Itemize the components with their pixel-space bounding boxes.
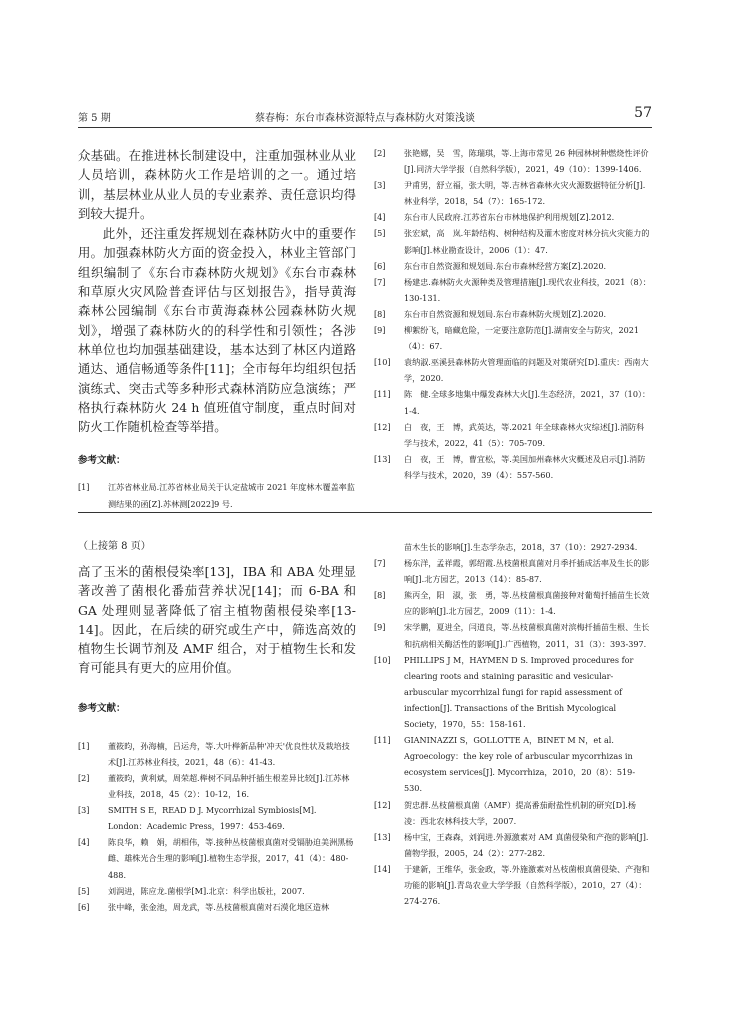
reference-item: [2] 董筱昀，黄利斌，周荣超.榉树不同品种扦插生根差异比较[J].江苏林业科技，2018，45（2）：10-12，16. — [78, 772, 350, 800]
reference-item: [5] 刘润进，陈应龙.菌根学[M].北京：科学出版社，2007. — [78, 885, 305, 896]
reference-list — [78, 738, 356, 915]
reference-item: [4] 东台市人民政府.江苏省东台市林地保护利用规划[Z].2012. — [374, 212, 615, 223]
reference-item: [2] 张艳娜，吴 雪，陈瑞琪，等.上海市常见 26 种园林树种燃烧性评价[J].同济大学学报（自然科学版），2021，49（10）：1399-1406. — [374, 148, 649, 175]
reference-item: [12] 贺忠群.丛枝菌根真菌（AMF）提高番茄耐盐性机制的研究[D].杨凌：西北农林科技大学，2007. — [374, 799, 636, 826]
reference-item: [1] 江苏省林业局.江苏省林业局关于认定盐城市 2021 年度林木覆盖率监测结果的函[Z].苏林测[2022]9 号. — [78, 482, 355, 509]
reference-item: [9] 柳絮纷飞，暗藏危险，一定要注意防范[J].湖南安全与防灾，2021（4）：67. — [374, 325, 640, 352]
reference-item: [6] 东台市自然资源和规划局.东台市森林经营方案[Z].2020. — [374, 260, 607, 271]
reference-item: [11] GIANINAZZI S，GOLLOTTE A，BINET M N，et al. Agroecology：the key role of arbuscular mycorrhizas in ecosystem services[J]. Mycorrhiza，2010，20（8）：519-530. — [374, 735, 636, 794]
reference-item: [11] 陈 健.全球多地集中爆发森林大火[J].生态经济，2021，37（10）：1-4. — [374, 389, 651, 416]
reference-item: [12] 白 夜，王 博，武英达，等.2021 年全球森林火灾综述[J].消防科学与技术，2022，41（5）：705-709. — [374, 421, 645, 448]
reference-item: [8] 熊丙全，阳 淑，张 勇，等.丛枝菌根真菌接种对葡萄扦插苗生长效应的影响[J].北方园艺，2009（11）：1-4. — [374, 590, 650, 617]
bottom-left-column — [78, 540, 356, 915]
references-heading: 参考文献： — [78, 455, 126, 467]
reference-item: [13] 杨中宝，王森森，刘润进.外源激素对 AM 真菌侵染和产孢的影响[J].菌物学报，2005，24（2）：277-282. — [374, 831, 649, 858]
issue-number: 第 5 期 — [78, 113, 111, 124]
bottom-right-references — [374, 539, 652, 909]
reference-item: [4] 陈良华，赖 娟，胡相伟，等.接种丛枝菌根真菌对受镉胁迫美洲黑杨雌、雄株光合生理的影响[J].植物生态学报，2017，41（4）：480-488. — [78, 837, 354, 880]
reference-item: [7] 杨东洋，孟祥霞，郭绍霞.丛枝菌根真菌对月季扦插成活率及生长的影响[J].北方园艺，2013（14）：85-87. — [374, 558, 650, 585]
reference-item: [6] 张中峰，张金池，周龙武，等.丛枝菌根真菌对石漠化地区造林 — [78, 901, 330, 912]
reference-item: [14] 于建新，王维华，张金政，等.外施激素对丛枝菌根真菌侵染、产孢和功能的影响[J].青岛农业大学学报（自然科学版），2010，27（4）：274-276. — [374, 863, 650, 907]
reference-item: [3] SMITH S E，READ D J. Mycorrhizal Symbiosis[M]. London：Academic Press，1997：453-469. — [78, 805, 317, 832]
reference-continuation: 苗木生长的影响[J].生态学杂志，2018，37（10）：2927-2934. — [404, 542, 638, 552]
top-right-references — [374, 145, 652, 483]
reference-item: [5] 张宏斌，高 岚.年龄结构、树种结构及灌木密度对林分抗火灾能力的影响[J].林业勘查设计，2006（1）：47. — [374, 228, 650, 255]
running-title: 蔡春梅：东台市森林资源特点与森林防火对策浅谈 — [255, 113, 475, 124]
reference-item: [8] 东台市自然资源和规划局.东台市森林防火规划[Z].2020. — [374, 308, 607, 319]
reference-item: [1] 董筱昀，孙海楠，吕运舟，等.大叶榉新品种'冲天'优良性状及栽培技术[J].江苏林业科技，2021，48（6）：41-43. — [78, 740, 350, 767]
reference-list — [78, 479, 356, 511]
reference-item: [9] 宋学鹏，夏进全，闫道良，等.丛枝菌根真菌对滨梅扦插苗生根、生长和抗病相关酶活性的影响[J].广西植物，2011，31（3）：393-397. — [374, 622, 650, 649]
reference-item: [3] 尹甫男，舒立福，张大明，等.吉林省森林火灾火源数据特征分析[J].林业科学，2018，54（7）：165-172. — [374, 180, 646, 207]
body-paragraph: 高了玉米的菌根侵染率[13]，IBA 和 ABA 处理显著改善了菌根化番茄营养状况[14]；而 6-BA 和 GA 处理则显著降低了宿主植物菌根侵染率[13-14]。因此，在后续的研究或生产中，筛选高效的植物生长调节剂及 AMF 组合，对于植物生长和发育可能具有更大的应用价值。 — [78, 564, 356, 676]
reference-item: [13] 白 夜，王 博，曹宜松，等.美国加州森林火灾概述及启示[J].消防科学与技术，2020，39（4）：557-560. — [374, 453, 646, 480]
body-paragraph: 众基础。在推进林长制建设中，注重加强林业从业人员培训，森林防火工作是培训的之一。通过培训，基层林业从业人员的专业素养、责任意识均得到较大提升。 — [78, 148, 356, 221]
page-number: 57 — [634, 105, 652, 121]
top-left-column — [78, 146, 356, 512]
continuation-note: （上接第 8 页） — [78, 541, 151, 552]
reference-item: [10] PHILLIPS J M，HAYMEN D S. Improved procedures for clearing roots and staining parasitic and vesicular-arbuscular mycorrhizal fungi for rapid assessment of infection[J]. Transactions of the British Mycological Society，1970，55：158-161. — [374, 654, 634, 730]
header-rule — [78, 127, 652, 128]
reference-item: [7] 杨建忠.森林防火火源种类及管理措施[J].现代农业科技，2021（8）：130-131. — [374, 276, 651, 303]
body-paragraph: 此外，还注重发挥规划在森林防火中的重要作用。加强森林防火方面的资金投入，林业主管部门组织编制了《东台市森林防火规划》《东台市森林和草原火灾风险普查评估与区划报告》，指导黄海森林公园编制《东台市黄海森林公园森林防火规划》，增强了森林防火的的科学性和引领性；各涉林单位也均加强基础建设，基本达到了林区内道路通达、通信畅通等条件[11]；全市每年均组织包括演练式、突击式等多种形式森林消防应急演练；严格执行森林防火 24 h 值班值守制度，重点时间对防火工作随机检查等举措。 — [78, 226, 356, 435]
section-divider — [78, 512, 652, 513]
references-heading: 参考文献： — [78, 702, 126, 714]
page-header — [78, 105, 652, 125]
reference-item: [10] 袁纳淑.巫溪县森林防火管理面临的问题及对策研究[D].重庆：西南大学，2020. — [374, 357, 649, 384]
